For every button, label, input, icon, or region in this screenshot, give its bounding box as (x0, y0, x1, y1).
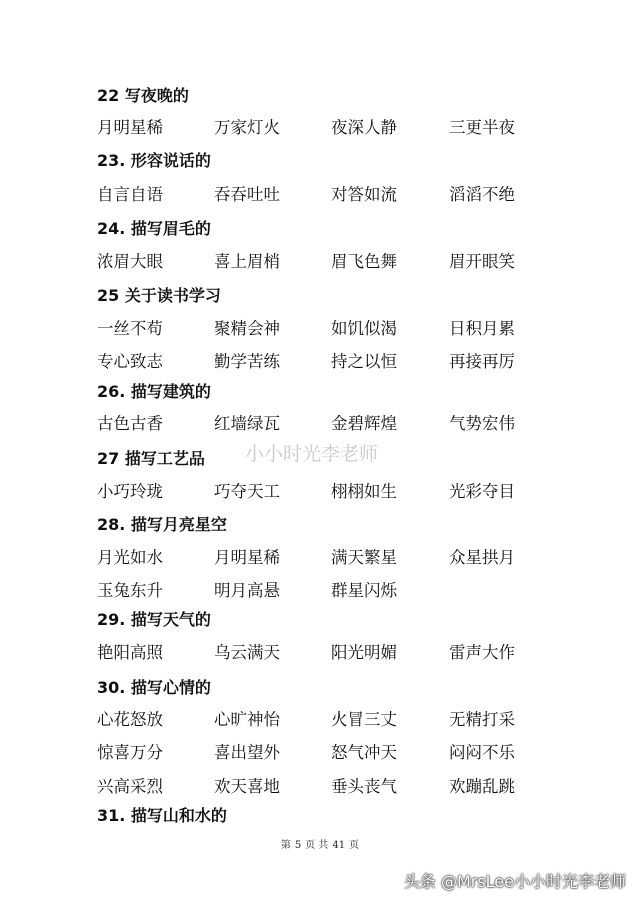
idiom-row (0, 709, 640, 731)
idiom: 再接再厉 (449, 352, 515, 371)
idiom: 心花怒放 (97, 710, 163, 729)
idiom-row (0, 318, 640, 340)
idiom: 红墙绿瓦 (214, 414, 280, 433)
idiom: 阳光明媚 (331, 643, 397, 662)
idiom: 月明星稀 (214, 548, 280, 567)
idiom: 雷声大作 (449, 643, 515, 662)
idiom: 小巧玲珑 (97, 482, 163, 501)
idiom-row (0, 413, 640, 435)
idiom: 如饥似渴 (331, 319, 397, 338)
idiom-row (0, 481, 640, 503)
idiom-row (0, 742, 640, 764)
author-credit: 头条 @MrsLee小小时光李老师 (403, 872, 626, 891)
idiom: 浓眉大眼 (97, 252, 163, 271)
idiom: 闷闷不乐 (449, 743, 515, 762)
idiom: 巧夺天工 (214, 482, 280, 501)
footer-page-label: 第 (280, 840, 291, 851)
idiom-row (0, 776, 640, 798)
idiom-row (0, 117, 640, 139)
section-heading: 30. 描写心情的 (97, 678, 211, 697)
idiom-row (0, 547, 640, 569)
footer-of-label: 页 共 (305, 840, 329, 851)
section-heading: 29. 描写天气的 (97, 610, 211, 629)
idiom: 喜上眉梢 (214, 252, 280, 271)
idiom: 万家灯火 (214, 118, 280, 137)
idiom: 夜深人静 (331, 118, 397, 137)
idiom: 栩栩如生 (331, 482, 397, 501)
idiom: 古色古香 (97, 414, 163, 433)
idiom: 月明星稀 (97, 118, 163, 137)
idiom-row (0, 642, 640, 664)
idiom: 对答如流 (331, 185, 397, 204)
idiom-row (0, 184, 640, 206)
idiom: 心旷神怡 (214, 710, 280, 729)
idiom: 日积月累 (449, 319, 515, 338)
section-heading: 31. 描写山和水的 (97, 806, 227, 825)
idiom: 金碧辉煌 (331, 414, 397, 433)
idiom: 眉开眼笑 (449, 252, 515, 271)
idiom: 眉飞色舞 (331, 252, 397, 271)
idiom: 乌云满天 (214, 643, 280, 662)
idiom: 滔滔不绝 (449, 185, 515, 204)
idiom: 火冒三丈 (331, 710, 397, 729)
idiom: 满天繁星 (331, 548, 397, 567)
idiom: 一丝不苟 (97, 319, 163, 338)
idiom: 怒气冲天 (331, 743, 397, 762)
idiom: 喜出望外 (214, 743, 280, 762)
idiom: 众星拱月 (449, 548, 515, 567)
idiom: 惊喜万分 (97, 743, 163, 762)
idiom-row (0, 351, 640, 373)
idiom: 玉兔东升 (97, 581, 163, 600)
idiom: 三更半夜 (449, 118, 515, 137)
section-heading: 25 关于读书学习 (97, 286, 221, 305)
idiom-row (0, 251, 640, 273)
footer-total-pages: 41 (332, 840, 346, 851)
idiom: 明月高悬 (214, 581, 280, 600)
idiom: 群星闪烁 (331, 581, 397, 600)
idiom: 自言自语 (97, 185, 163, 204)
idiom: 艳阳高照 (97, 643, 163, 662)
idiom: 持之以恒 (331, 352, 397, 371)
section-heading: 26. 描写建筑的 (97, 382, 211, 401)
section-heading: 23. 形容说话的 (97, 151, 211, 170)
idiom: 欢蹦乱跳 (449, 777, 515, 796)
idiom: 专心致志 (97, 352, 163, 371)
idiom: 吞吞吐吐 (214, 185, 280, 204)
idiom: 垂头丧气 (331, 777, 397, 796)
watermark-text: 小小时光李老师 (245, 443, 379, 465)
section-heading: 27 描写工艺品 (97, 449, 205, 468)
idiom: 气势宏伟 (449, 414, 515, 433)
section-heading: 22 写夜晚的 (97, 86, 189, 105)
idiom: 无精打采 (449, 710, 515, 729)
idiom: 聚精会神 (214, 319, 280, 338)
section-heading: 28. 描写月亮星空 (97, 515, 227, 534)
section-heading: 24. 描写眉毛的 (97, 219, 211, 238)
idiom-row (0, 580, 640, 602)
page-footer (0, 839, 640, 853)
footer-page-number: 5 (294, 840, 302, 851)
idiom: 光彩夺目 (449, 482, 515, 501)
idiom: 兴高采烈 (97, 777, 163, 796)
idiom: 勤学苦练 (214, 352, 280, 371)
idiom: 欢天喜地 (214, 777, 280, 796)
idiom: 月光如水 (97, 548, 163, 567)
footer-end-label: 页 (349, 840, 360, 851)
